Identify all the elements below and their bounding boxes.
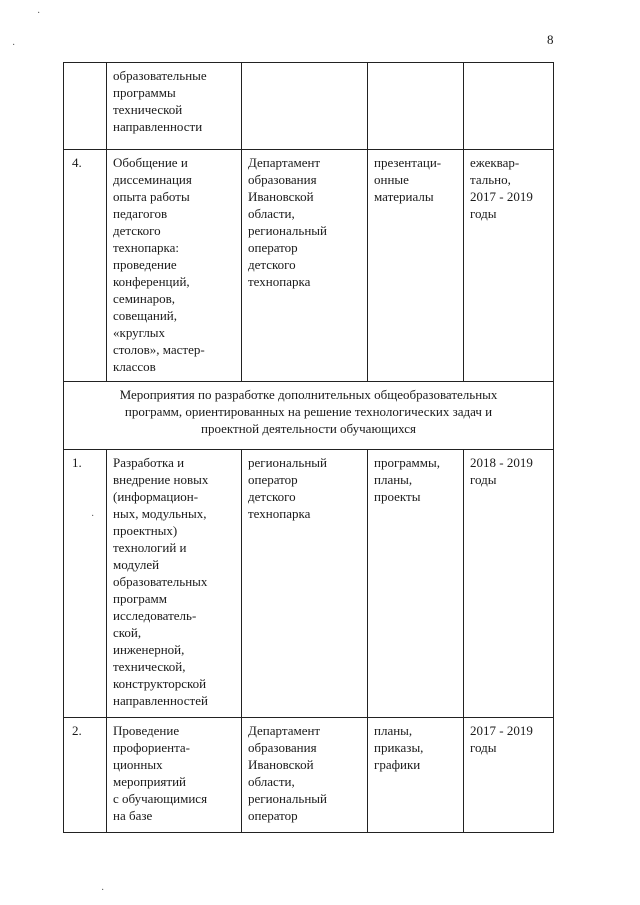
scan-speck: · — [101, 885, 105, 896]
cell-text: с обучающимися — [113, 791, 208, 806]
cell-text: конференций, — [113, 274, 190, 289]
cell-text: профориента- — [113, 740, 191, 755]
cell-text: проекты — [374, 489, 421, 504]
cell-text: технологий и — [113, 540, 187, 555]
activity-cell — [107, 718, 242, 833]
cell-text: семинаров, — [113, 291, 175, 306]
cell-text: 2017 - 2019 — [470, 189, 533, 204]
table-row — [64, 150, 554, 382]
cell-text: годы — [470, 472, 497, 487]
cell-text: оператор — [248, 808, 298, 823]
page-number: 8 — [547, 32, 554, 47]
responsible-cell — [242, 63, 368, 150]
cell-text: проектных) — [113, 523, 178, 538]
section-heading-text: программ, ориентированных на решение технологических задач и — [124, 404, 493, 419]
cell-text: Ивановской — [248, 189, 314, 204]
cell-text: материалы — [374, 189, 434, 204]
cell-text: образовательные — [113, 68, 207, 83]
activity-cell — [107, 150, 242, 382]
scan-speck: · — [37, 8, 41, 19]
cell-text: мероприятий — [113, 774, 186, 789]
cell-text: конструкторской — [113, 676, 207, 691]
cell-text: Ивановской — [248, 757, 314, 772]
result-cell — [368, 150, 464, 382]
cell-text: области, — [248, 206, 295, 221]
cell-text: образовательных — [113, 574, 208, 589]
cell-text: ской, — [113, 625, 142, 640]
activity-cell — [107, 63, 242, 150]
cell-text: ных, модульных, — [113, 506, 207, 521]
cell-text: детского — [248, 257, 296, 272]
cell-text: (информацион- — [113, 489, 199, 504]
cell-text: программы, — [374, 455, 440, 470]
result-cell — [368, 450, 464, 718]
cell-text: графики — [374, 757, 421, 772]
cell-text: Проведение — [113, 723, 180, 738]
cell-text: проведение — [113, 257, 177, 272]
cell-text: технопарка: — [113, 240, 179, 255]
cell-text: детского — [248, 489, 296, 504]
cell-text: 2018 - 2019 — [470, 455, 533, 470]
cell-text: направленности — [113, 119, 203, 134]
cell-text: ционных — [113, 757, 163, 772]
cell-text: области, — [248, 774, 295, 789]
section-heading-text: проектной деятельности обучающихся — [200, 421, 417, 436]
cell-text: годы — [470, 206, 497, 221]
cell-text: технической — [113, 102, 183, 117]
cell-text: столов», мастер- — [113, 342, 205, 357]
cell-text: региональный — [248, 455, 327, 470]
cell-text: Обобщение и — [113, 155, 188, 170]
cell-text: педагогов — [113, 206, 168, 221]
table-row — [64, 718, 554, 833]
result-cell — [368, 718, 464, 833]
cell-text: приказы, — [374, 740, 424, 755]
cell-text: внедрение новых — [113, 472, 209, 487]
cell-text: образования — [248, 740, 317, 755]
row-number: 4. — [64, 150, 107, 382]
table-row — [64, 63, 554, 150]
activities-table — [63, 62, 554, 833]
cell-text: технопарка — [248, 274, 311, 289]
cell-text: диссеминация — [113, 172, 192, 187]
cell-text: планы, — [374, 472, 413, 487]
result-cell — [368, 63, 464, 150]
responsible-cell — [242, 150, 368, 382]
cell-text: оператор — [248, 472, 298, 487]
cell-text: Департамент — [248, 723, 321, 738]
term-cell — [464, 718, 554, 833]
term-cell — [464, 450, 554, 718]
cell-text: образования — [248, 172, 317, 187]
activity-cell — [107, 450, 242, 718]
term-cell — [464, 150, 554, 382]
cell-text: направленностей — [113, 693, 208, 708]
table-row — [64, 450, 554, 718]
cell-text: на базе — [113, 808, 153, 823]
cell-text: детского — [113, 223, 161, 238]
row-number: 2. — [64, 718, 107, 833]
scan-speck: · — [91, 511, 95, 522]
cell-text: модулей — [113, 557, 160, 572]
scan-speck: · — [12, 40, 16, 51]
cell-text: Департамент — [248, 155, 321, 170]
cell-text: инженерной, — [113, 642, 185, 657]
section-heading-text: Мероприятия по разработке дополнительных общеобразовательных — [119, 387, 498, 402]
cell-text: программы — [113, 85, 176, 100]
cell-text: региональный — [248, 791, 327, 806]
responsible-cell — [242, 450, 368, 718]
section-heading — [64, 382, 554, 450]
cell-text: тально, — [470, 172, 511, 187]
cell-text: региональный — [248, 223, 327, 238]
section-row — [64, 382, 554, 450]
cell-text: программ — [113, 591, 168, 606]
cell-text: опыта работы — [113, 189, 190, 204]
cell-text: исследователь- — [113, 608, 197, 623]
cell-text: совещаний, — [113, 308, 178, 323]
cell-text: 2017 - 2019 — [470, 723, 533, 738]
cell-text: ежеквар- — [470, 155, 520, 170]
cell-text: планы, — [374, 723, 413, 738]
responsible-cell — [242, 718, 368, 833]
row-number: 1. — [64, 450, 107, 718]
cell-text: годы — [470, 740, 497, 755]
cell-text: классов — [113, 359, 156, 374]
cell-text: Разработка и — [113, 455, 185, 470]
row-number — [64, 63, 107, 150]
cell-text: оператор — [248, 240, 298, 255]
cell-text: презентаци- — [374, 155, 442, 170]
cell-text: технопарка — [248, 506, 311, 521]
term-cell — [464, 63, 554, 150]
cell-text: онные — [374, 172, 409, 187]
cell-text: «круглых — [113, 325, 166, 340]
cell-text: технической, — [113, 659, 186, 674]
